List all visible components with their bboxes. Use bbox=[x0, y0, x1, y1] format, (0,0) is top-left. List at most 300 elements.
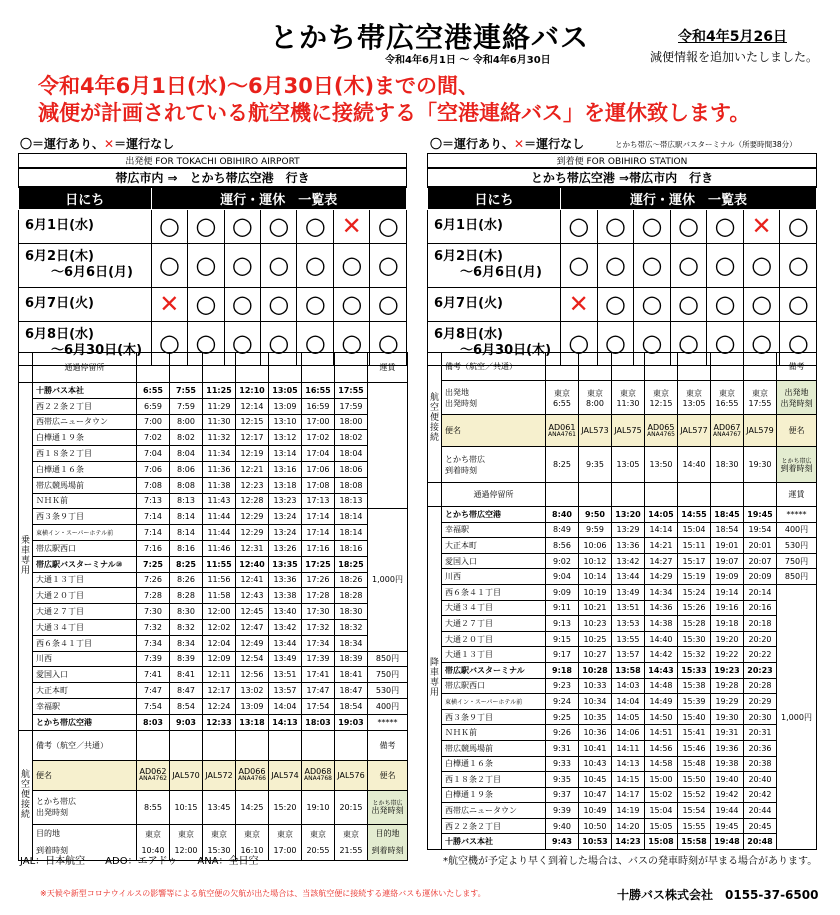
time-cell: 13:05 bbox=[612, 447, 645, 483]
time-cell: 8:02 bbox=[170, 430, 203, 446]
time-cell: 17:14 bbox=[302, 525, 335, 541]
flight-code: AD066 bbox=[238, 767, 266, 777]
arrival-time: 16:10 bbox=[240, 846, 264, 856]
time-cell: 12:49 bbox=[236, 635, 269, 651]
table-row bbox=[19, 651, 408, 667]
codeshare-code: ANA4768 bbox=[304, 775, 332, 783]
flight-code: JAL573 bbox=[581, 426, 609, 435]
landing-note bbox=[777, 447, 817, 483]
time-cell: 7:25 bbox=[137, 556, 170, 572]
time-cell: 13:23 bbox=[269, 493, 302, 509]
operating-icon: ○ bbox=[370, 209, 407, 243]
flight-code: AD061 bbox=[548, 422, 576, 432]
time-cell: 18:54 bbox=[335, 698, 368, 714]
time-cell: 9:25 bbox=[546, 709, 579, 725]
time-cell: 13:12 bbox=[269, 430, 302, 446]
time-cell: 20:18 bbox=[744, 616, 777, 632]
operating-icon: ○ bbox=[188, 209, 224, 243]
time-cell: 12:29 bbox=[236, 525, 269, 541]
time-cell: 20:38 bbox=[744, 756, 777, 772]
table-row bbox=[428, 168, 817, 187]
operating-icon: ○ bbox=[151, 243, 187, 287]
time-cell: 15:48 bbox=[678, 756, 711, 772]
legend-x-icon: ✕ bbox=[514, 137, 525, 151]
time-cell: 19:31 bbox=[711, 725, 744, 741]
time-cell: 15:05 bbox=[645, 818, 678, 834]
operating-icon: ○ bbox=[224, 287, 260, 321]
time-cell: 10:50 bbox=[579, 818, 612, 834]
legend-right bbox=[430, 135, 584, 152]
flight-number bbox=[678, 415, 711, 447]
time-cell: 20:29 bbox=[744, 694, 777, 710]
stop-name: 白樺通１９条 bbox=[33, 430, 137, 446]
fare-cell-blank bbox=[368, 383, 408, 509]
table-row bbox=[19, 714, 408, 730]
depart-note-2: 出発時刻 bbox=[371, 806, 404, 816]
date-cell bbox=[428, 243, 561, 287]
landing-label bbox=[442, 447, 546, 483]
table-row bbox=[428, 678, 817, 694]
stop-name: 帯広駅バスターミナル⑩ bbox=[33, 556, 137, 572]
time-cell: 20:22 bbox=[744, 647, 777, 663]
blank-cell bbox=[269, 353, 302, 383]
time-cell: 18:34 bbox=[335, 635, 368, 651]
origin: 東京 bbox=[719, 388, 735, 398]
time-cell: 13:14 bbox=[269, 446, 302, 462]
time-cell: 17:34 bbox=[302, 635, 335, 651]
table-row bbox=[19, 588, 408, 604]
time-cell: 9:35 bbox=[579, 447, 612, 483]
time-cell: 17:08 bbox=[302, 477, 335, 493]
stop-name: 大通２０丁目 bbox=[33, 588, 137, 604]
dest-label-2: 到着時刻 bbox=[36, 846, 68, 856]
time-cell: 17:06 bbox=[302, 461, 335, 477]
table-row bbox=[428, 522, 817, 538]
time-cell: 8:26 bbox=[170, 572, 203, 588]
flight-number bbox=[645, 415, 678, 447]
time-cell: 12:04 bbox=[203, 635, 236, 651]
time-cell: 13:49 bbox=[269, 651, 302, 667]
origin-cell bbox=[744, 381, 777, 415]
time-cell: 19:23 bbox=[711, 662, 744, 678]
table-row bbox=[19, 209, 407, 243]
time-cell: 12:23 bbox=[236, 477, 269, 493]
operating-icon: ○ bbox=[597, 287, 634, 321]
time-cell: 8:13 bbox=[170, 493, 203, 509]
date-cell bbox=[428, 287, 561, 321]
operating-icon: ○ bbox=[224, 321, 260, 365]
flight-number bbox=[744, 415, 777, 447]
time-cell: 12:43 bbox=[236, 588, 269, 604]
flight-code: JAL576 bbox=[337, 770, 365, 780]
operating-icon: ○ bbox=[560, 243, 597, 287]
table-row bbox=[19, 525, 408, 541]
time-cell: 11:44 bbox=[203, 525, 236, 541]
depart-label bbox=[33, 790, 137, 824]
time-cell: 8:47 bbox=[170, 683, 203, 699]
fare-cell: 530円 bbox=[368, 683, 408, 699]
time-cell: 15:20 bbox=[269, 790, 302, 824]
time-cell: 19:28 bbox=[711, 678, 744, 694]
time-cell: 18:45 bbox=[711, 507, 744, 523]
time-cell: 20:14 bbox=[744, 584, 777, 600]
stop-name: 西３条９丁目 bbox=[33, 509, 137, 525]
time-cell: 16:55 bbox=[302, 383, 335, 399]
operating-icon: ○ bbox=[634, 287, 671, 321]
time-cell: 18:28 bbox=[335, 588, 368, 604]
time-cell: 12:09 bbox=[203, 651, 236, 667]
fare-cell: 850円 bbox=[368, 651, 408, 667]
table-row bbox=[428, 507, 817, 523]
stop-name: 愛国入口 bbox=[33, 667, 137, 683]
table-row bbox=[19, 540, 408, 556]
date-cell bbox=[19, 287, 152, 321]
time-cell: 18:41 bbox=[335, 667, 368, 683]
operating-icon: ○ bbox=[297, 287, 333, 321]
time-cell: 19:09 bbox=[711, 569, 744, 585]
time-cell: 14:13 bbox=[269, 714, 302, 730]
time-cell: 7:30 bbox=[137, 604, 170, 620]
time-cell: 9:59 bbox=[579, 522, 612, 538]
time-cell: 13:51 bbox=[612, 600, 645, 616]
date-label: 6月2日(木) bbox=[25, 249, 94, 264]
origin-note bbox=[777, 381, 817, 415]
operating-icon: ○ bbox=[780, 243, 817, 287]
fare-cell: ***** bbox=[368, 714, 408, 730]
blank-cell bbox=[137, 353, 170, 383]
time-cell: 15:17 bbox=[678, 553, 711, 569]
flight-code: AD067 bbox=[713, 422, 741, 432]
table-row bbox=[428, 818, 817, 834]
time-cell: 15:11 bbox=[678, 538, 711, 554]
time-cell: 15:04 bbox=[645, 803, 678, 819]
stop-name: 西１８条２丁目 bbox=[442, 772, 546, 788]
time-cell: 13:24 bbox=[269, 509, 302, 525]
time-cell: 9:35 bbox=[546, 772, 579, 788]
origin: 東京 bbox=[620, 388, 636, 398]
time-cell: 7:06 bbox=[137, 461, 170, 477]
date-label: 6月7日(火) bbox=[25, 296, 94, 311]
time-cell: 10:47 bbox=[579, 787, 612, 803]
blank-cell bbox=[612, 483, 645, 507]
legend-x-text: ＝運行なし bbox=[114, 137, 175, 151]
time-cell: 14:34 bbox=[645, 584, 678, 600]
operating-icon: ○ bbox=[780, 209, 817, 243]
operating-icon: ○ bbox=[670, 243, 707, 287]
table-row bbox=[19, 619, 408, 635]
table-row bbox=[428, 538, 817, 554]
origin-cell bbox=[678, 381, 711, 415]
codeshare-code: ANA4766 bbox=[238, 775, 266, 783]
table-row bbox=[428, 725, 817, 741]
stop-name: 東横イン・スーパーホテル前 bbox=[442, 694, 546, 710]
early-arrival-note: *航空機が予定より早く到着した場合は、バスの発車時刻が早まる場合があります。 bbox=[443, 856, 818, 867]
time-cell: 13:18 bbox=[269, 477, 302, 493]
time-cell: 18:14 bbox=[335, 525, 368, 541]
time-cell: 14:14 bbox=[645, 522, 678, 538]
operating-icon: ○ bbox=[297, 243, 333, 287]
operating-icon: ○ bbox=[597, 243, 634, 287]
date-label: 6月2日(木) bbox=[434, 249, 503, 264]
operating-icon: ○ bbox=[188, 287, 224, 321]
operating-icon: ○ bbox=[670, 321, 707, 365]
time-cell: 19:45 bbox=[744, 507, 777, 523]
fare-cell: 400円 bbox=[368, 698, 408, 714]
time-cell: 13:20 bbox=[612, 507, 645, 523]
time-cell: 15:50 bbox=[678, 772, 711, 788]
operating-icon: ○ bbox=[780, 321, 817, 365]
time-cell: 10:28 bbox=[579, 662, 612, 678]
table-row bbox=[19, 243, 407, 287]
time-cell: 17:55 bbox=[335, 383, 368, 399]
blank-cell bbox=[744, 483, 777, 507]
time-cell: 9:04 bbox=[546, 569, 579, 585]
table-row bbox=[428, 553, 817, 569]
time-cell: 17:25 bbox=[302, 556, 335, 572]
time-cell: 14:36 bbox=[645, 600, 678, 616]
time-cell: 10:19 bbox=[579, 584, 612, 600]
time-cell: 18:39 bbox=[335, 651, 368, 667]
time-cell: 17:28 bbox=[302, 588, 335, 604]
time-cell: 13:51 bbox=[269, 667, 302, 683]
blank-cell bbox=[302, 353, 335, 383]
stop-name: 帯広駅西口 bbox=[442, 678, 546, 694]
time-cell: 12:28 bbox=[236, 493, 269, 509]
time-cell: 15:08 bbox=[645, 834, 678, 850]
origin: 東京 bbox=[587, 388, 603, 398]
time-cell: 19:16 bbox=[711, 600, 744, 616]
origin: 東京 bbox=[752, 388, 768, 398]
time-cell: 10:33 bbox=[579, 678, 612, 694]
date-label: 6月1日(水) bbox=[25, 218, 94, 233]
origin-note-2: 出発時刻 bbox=[780, 398, 813, 408]
table-row bbox=[428, 709, 817, 725]
table-row bbox=[19, 477, 408, 493]
flight-label: 便名 bbox=[442, 415, 546, 447]
time-cell: 15:04 bbox=[678, 522, 711, 538]
time-cell: 13:42 bbox=[269, 619, 302, 635]
table-row bbox=[428, 772, 817, 788]
table-row bbox=[19, 168, 407, 187]
time-cell: 18:32 bbox=[335, 619, 368, 635]
flight-code: JAL574 bbox=[271, 770, 299, 780]
time-cell: 19:20 bbox=[711, 631, 744, 647]
time-cell: 12:11 bbox=[203, 667, 236, 683]
time-cell: 19:42 bbox=[711, 787, 744, 803]
dest-note-2: 到着時刻 bbox=[371, 846, 404, 856]
legend-o-text: 〇＝運行あり、 bbox=[20, 137, 105, 151]
blank-cell bbox=[428, 483, 442, 507]
table-row bbox=[428, 287, 817, 321]
stop-name: 西２２条２丁目 bbox=[33, 398, 137, 414]
time-cell: 13:49 bbox=[612, 584, 645, 600]
table-row bbox=[428, 787, 817, 803]
operating-icon: ○ bbox=[188, 321, 224, 365]
origin-label bbox=[442, 381, 546, 415]
stop-name: とかち帯広空港 bbox=[442, 507, 546, 523]
dest-cell bbox=[302, 824, 335, 860]
time-cell: 7:16 bbox=[137, 540, 170, 556]
time-cell: 20:28 bbox=[744, 678, 777, 694]
dest-label-1: 目的地 bbox=[36, 829, 60, 839]
time-cell: 8:32 bbox=[170, 619, 203, 635]
table-row bbox=[19, 287, 407, 321]
fare-cell: 850円 bbox=[777, 569, 817, 585]
date-range-end: ～6月30日(木) bbox=[460, 343, 552, 358]
time-cell: 14:25 bbox=[236, 790, 269, 824]
operating-icon: ○ bbox=[224, 209, 260, 243]
time-cell: 14:51 bbox=[645, 725, 678, 741]
date-label: 6月8日(水) bbox=[434, 327, 503, 342]
time-cell: 14:19 bbox=[612, 803, 645, 819]
table-row bbox=[428, 647, 817, 663]
table-row bbox=[428, 740, 817, 756]
time-cell: 7:00 bbox=[137, 414, 170, 430]
arrival-time: 17:00 bbox=[273, 846, 297, 856]
stop-name: 幸福駅 bbox=[33, 698, 137, 714]
time-cell: 8:28 bbox=[170, 588, 203, 604]
update-date: 令和4年5月26日 bbox=[678, 29, 787, 45]
time-cell: 7:54 bbox=[137, 698, 170, 714]
time-cell: 17:00 bbox=[302, 414, 335, 430]
time-cell: 19:44 bbox=[711, 803, 744, 819]
blank-cell bbox=[269, 730, 302, 760]
time-cell: 19:03 bbox=[335, 714, 368, 730]
table-row bbox=[428, 415, 817, 447]
flight-code: JAL579 bbox=[746, 426, 774, 435]
blank-cell bbox=[612, 353, 645, 381]
operating-icon: ○ bbox=[634, 243, 671, 287]
time-cell: 13:44 bbox=[269, 635, 302, 651]
cancellation-note: ※天候や新型コロナウイルスの影響等による航空便の欠航が出た場合は、当該航空便に接続する連絡バスも運休いたします。 bbox=[40, 889, 486, 898]
time-cell: 14:05 bbox=[645, 507, 678, 523]
column-header-stop: 通過停留所 bbox=[33, 353, 137, 383]
time-cell: 14:27 bbox=[645, 553, 678, 569]
operating-icon: ○ bbox=[297, 209, 333, 243]
time-cell: 18:13 bbox=[335, 493, 368, 509]
time-cell: 12:02 bbox=[203, 619, 236, 635]
time-cell: 12:40 bbox=[236, 556, 269, 572]
time-cell: 8:16 bbox=[170, 540, 203, 556]
origin-cell bbox=[645, 381, 678, 415]
blank-cell bbox=[236, 730, 269, 760]
time-cell: 13:38 bbox=[269, 588, 302, 604]
flight-note: 便名 bbox=[777, 415, 817, 447]
time-cell: 14:48 bbox=[645, 678, 678, 694]
time-cell: 20:07 bbox=[744, 553, 777, 569]
time-cell: 15:46 bbox=[678, 740, 711, 756]
cancelled-icon: ✕ bbox=[560, 287, 597, 321]
time-cell: 9:09 bbox=[546, 584, 579, 600]
route-title: 帯広市内 ⇒ とかち帯広空港 行き bbox=[19, 168, 407, 187]
date-label: 6月8日(水) bbox=[25, 327, 94, 342]
table-row bbox=[428, 631, 817, 647]
arrival-summary-table bbox=[427, 153, 817, 366]
flight-number bbox=[203, 760, 236, 790]
departure-time: 17:55 bbox=[748, 398, 772, 408]
time-cell: 18:30 bbox=[711, 447, 744, 483]
table-row bbox=[19, 353, 408, 383]
landing-label-2: 到着時刻 bbox=[445, 465, 477, 475]
operating-icon: ○ bbox=[743, 287, 780, 321]
time-cell: 14:40 bbox=[678, 447, 711, 483]
arrival-time: 21:55 bbox=[339, 846, 363, 856]
time-cell: 11:36 bbox=[203, 461, 236, 477]
stop-name: 大通２０丁目 bbox=[442, 631, 546, 647]
table-row bbox=[428, 154, 817, 169]
time-cell: 7:39 bbox=[137, 651, 170, 667]
time-cell: 12:00 bbox=[203, 604, 236, 620]
time-cell: 20:20 bbox=[744, 631, 777, 647]
codeshare-code: ANA4767 bbox=[713, 430, 741, 438]
remark-label: 備考（航空／共通） bbox=[33, 730, 137, 760]
table-row bbox=[19, 572, 408, 588]
legend-x-text: ＝運行なし bbox=[524, 137, 585, 151]
time-cell: 18:25 bbox=[335, 556, 368, 572]
time-cell: 15:26 bbox=[678, 600, 711, 616]
blank-cell bbox=[170, 353, 203, 383]
time-cell: 17:16 bbox=[302, 540, 335, 556]
table-row bbox=[428, 756, 817, 772]
operating-icon: ○ bbox=[707, 209, 744, 243]
time-cell: 9:39 bbox=[546, 803, 579, 819]
blank-cell bbox=[302, 730, 335, 760]
company-contact: 十勝バス株式会社 0155-37-6500 bbox=[617, 888, 819, 902]
time-cell: 13:05 bbox=[269, 383, 302, 399]
time-cell: 8:14 bbox=[170, 509, 203, 525]
time-cell: 17:14 bbox=[302, 509, 335, 525]
flight-number bbox=[269, 760, 302, 790]
stop-name: とかち帯広空港 bbox=[33, 714, 137, 730]
time-cell: 9:13 bbox=[546, 616, 579, 632]
landing-note-1: とかち帯広 bbox=[781, 457, 812, 465]
time-cell: 19:14 bbox=[711, 584, 744, 600]
time-cell: 14:05 bbox=[612, 709, 645, 725]
operating-icon: ○ bbox=[560, 209, 597, 243]
time-cell: 10:36 bbox=[579, 725, 612, 741]
departure-time: 12:15 bbox=[649, 398, 673, 408]
flight-number bbox=[579, 415, 612, 447]
time-cell: 9:03 bbox=[170, 714, 203, 730]
time-cell: 11:58 bbox=[203, 588, 236, 604]
time-cell: 10:25 bbox=[579, 631, 612, 647]
time-cell: 8:30 bbox=[170, 604, 203, 620]
stop-name: 白樺通１９条 bbox=[442, 787, 546, 803]
blank-cell bbox=[645, 353, 678, 381]
fare-cell: 750円 bbox=[368, 667, 408, 683]
column-header-date: 日にち bbox=[19, 187, 152, 209]
time-cell: 10:12 bbox=[579, 553, 612, 569]
time-cell: 8:41 bbox=[170, 667, 203, 683]
time-cell: 7:59 bbox=[170, 398, 203, 414]
operating-icon: ○ bbox=[560, 321, 597, 365]
time-cell: 9:31 bbox=[546, 740, 579, 756]
time-cell: 18:47 bbox=[335, 683, 368, 699]
time-cell: 19:07 bbox=[711, 553, 744, 569]
operating-icon: ○ bbox=[370, 287, 407, 321]
stop-name: 西６条４１丁目 bbox=[33, 635, 137, 651]
date-cell bbox=[19, 243, 152, 287]
date-range-end: ～6月6日(月) bbox=[460, 265, 542, 280]
time-cell: 13:57 bbox=[612, 647, 645, 663]
operating-icon: ○ bbox=[743, 321, 780, 365]
stop-name: 白樺通１６条 bbox=[442, 756, 546, 772]
stop-name: 大通３４丁目 bbox=[442, 600, 546, 616]
time-cell: 19:36 bbox=[711, 740, 744, 756]
destination: 東京 bbox=[178, 830, 194, 840]
time-cell: 10:06 bbox=[579, 538, 612, 554]
table-caption: 到着便 FOR OBIHIRO STATION bbox=[428, 154, 817, 169]
